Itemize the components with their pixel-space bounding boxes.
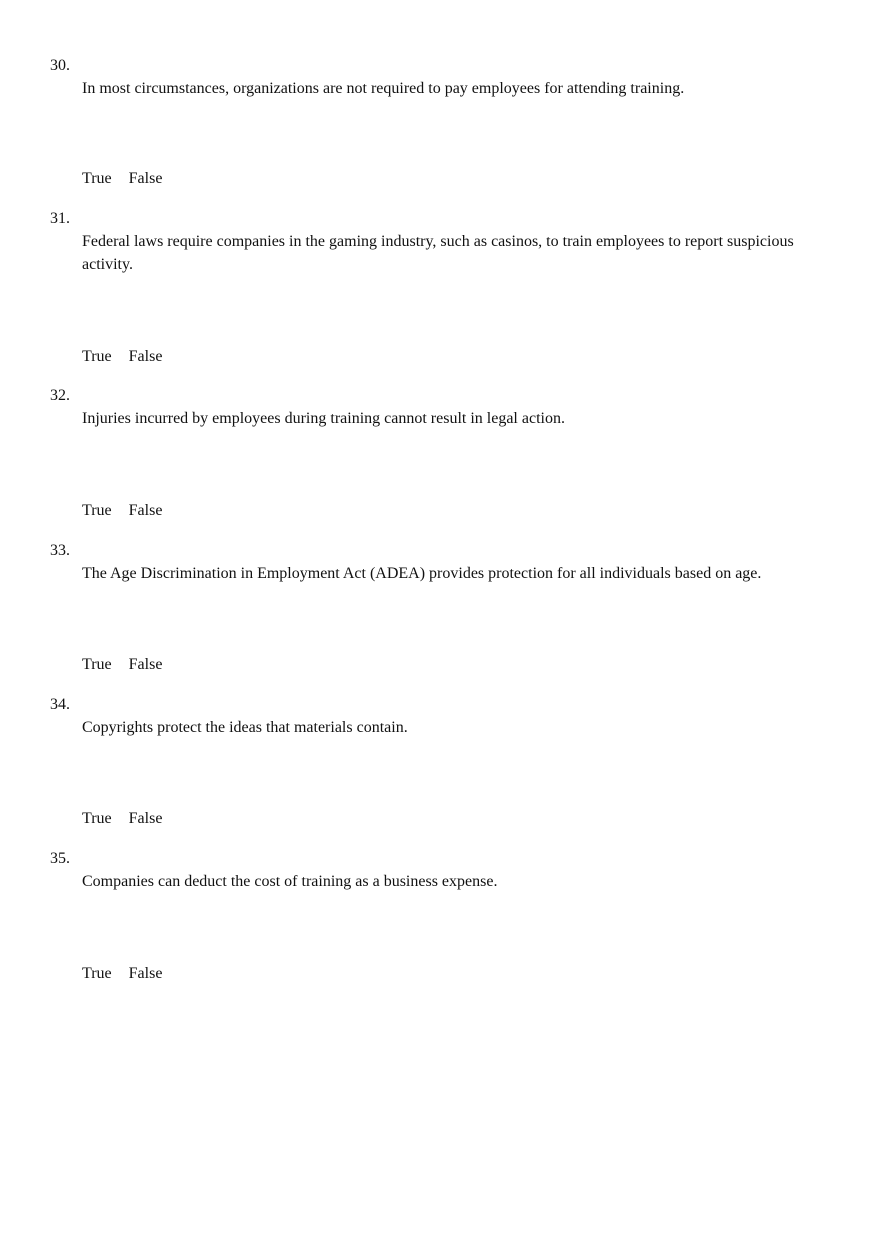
option-true[interactable]: True bbox=[82, 348, 112, 365]
answer-options bbox=[82, 962, 175, 985]
option-true[interactable]: True bbox=[82, 170, 112, 187]
option-false[interactable]: False bbox=[128, 810, 163, 827]
question-number: 35. bbox=[50, 850, 70, 867]
answer-options bbox=[82, 167, 175, 190]
question-number: 34. bbox=[50, 696, 70, 713]
option-false[interactable]: False bbox=[128, 502, 163, 519]
question-number: 32. bbox=[50, 387, 70, 404]
question-text: Companies can deduct the cost of training as a business expense. bbox=[82, 873, 498, 890]
option-true[interactable]: True bbox=[82, 810, 112, 827]
question-text: Federal laws require companies in the gaming industry, such as casinos, to train employees to report suspicious activity. bbox=[82, 233, 794, 273]
option-false[interactable]: False bbox=[128, 965, 163, 982]
option-false[interactable]: False bbox=[128, 170, 163, 187]
question-number: 33. bbox=[50, 542, 70, 559]
answer-options bbox=[82, 653, 175, 676]
question-text: Copyrights protect the ideas that materials contain. bbox=[82, 719, 408, 736]
question-text: In most circumstances, organizations are not required to pay employees for attending training. bbox=[82, 80, 685, 97]
option-true[interactable]: True bbox=[82, 965, 112, 982]
question-number: 31. bbox=[50, 210, 70, 227]
answer-options bbox=[82, 807, 175, 830]
option-false[interactable]: False bbox=[128, 656, 163, 673]
answer-options bbox=[82, 345, 175, 368]
question-number: 30. bbox=[50, 57, 70, 74]
option-true[interactable]: True bbox=[82, 502, 112, 519]
question-text: Injuries incurred by employees during training cannot result in legal action. bbox=[82, 410, 565, 427]
option-true[interactable]: True bbox=[82, 656, 112, 673]
option-false[interactable]: False bbox=[128, 348, 163, 365]
answer-options bbox=[82, 499, 175, 522]
question-text: The Age Discrimination in Employment Act (ADEA) provides protection for all individuals based on age. bbox=[82, 565, 762, 582]
